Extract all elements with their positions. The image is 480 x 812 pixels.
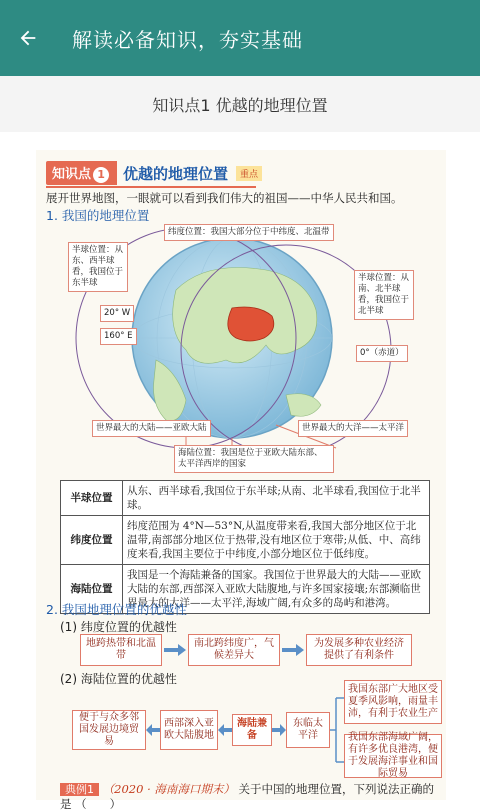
largest-ocean-label: 世界最大的大洋——太平洋 [298,420,408,437]
app-bar-title: 解读必备知识，夯实基础 [72,27,303,52]
heading-underline [46,186,256,188]
subsection-1-title: (1) 纬度位置的优越性 [60,620,177,634]
section-1-title: 1. 我国的地理位置 [46,208,150,223]
largest-continent-label: 世界最大的大陆——亚欧大陆 [92,420,211,437]
arrow-right-icon [282,644,304,656]
example-text: 关于中国的地理位置，下列说法正确的是 [60,782,435,811]
knowledge-point-number: 1 [93,167,109,183]
longitude-20w-label: 20° W [100,305,134,322]
table-head-cell: 海陆位置 [61,565,123,614]
example-tag: 典例1 [60,783,99,796]
arrow-left-icon [146,724,160,736]
hemisphere-right-label: 半球位置：从南、北半球看，我国位于北半球 [354,270,414,320]
section-2-title: 2. 我国地理位置的优越性 [46,602,187,617]
table-row [61,481,430,516]
flow1-box-1: 地跨热带和北温带 [80,634,162,666]
knowledge-point-title: 优越的地理位置 [123,164,229,183]
subsection-2-title: (2) 海陆位置的优越性 [60,672,177,686]
table-head-cell: 半球位置 [61,481,123,516]
arrow-right-icon [272,724,286,736]
flow2-right-box-1: 东临太平洋 [286,712,330,748]
table-cell: 纬度范围为 4°N—53°N,从温度带来看,我国大部分地区位于北温带,南部部分地区位于热带,没有地区位于寒带;从低、中、高纬度来看,我国主要位于中纬度,小部分地区位于低纬度。 [123,516,430,565]
table-cell: 我国是一个海陆兼备的国家。我国位于世界最大的大陆——亚欧大陆的东部,西部深入亚欧大陆腹地,与许多国家接壤;东部濒临世界最大的大洋——太平洋,海域广阔,有众多的岛屿和港湾。 [123,565,430,614]
back-button[interactable] [0,0,56,76]
section-header [0,76,480,132]
table-row [61,516,430,565]
china-location-map [36,220,446,480]
equator-label: 0°（赤道） [356,345,408,362]
flow2-left-box-1: 便于与众多邻国发展边境贸易 [72,710,146,750]
answer-blank: （ ） [75,797,122,811]
flow2-right-top-box: 我国东部广大地区受夏季风影响，雨量丰沛，有利于农业生产 [344,680,442,724]
section-title: 知识点1 优越的地理位置 [152,95,328,115]
example-source: （2020 · 海南海口期末） [102,782,235,796]
arrow-right-icon [164,644,186,656]
table-head-cell: 纬度位置 [61,516,123,565]
arrow-left-icon [17,27,39,49]
flow1-box-3: 为发展多种农业经济提供了有利条件 [306,634,412,666]
example-question [60,782,440,812]
knowledge-point-label: 知识点 1 [46,161,117,185]
flow1-box-2: 南北跨纬度广，气候差异大 [188,634,280,666]
flow2-right-bottom-box: 我国东部海域广阔，有许多优良港湾，便于发展海洋事业和国际贸易 [344,734,442,778]
app-bar [0,0,480,76]
branch-connector [330,690,344,770]
key-point-badge: 重点 [236,166,262,181]
hemisphere-left-label: 半球位置：从东、西半球看，我国位于东半球 [68,242,128,292]
table-cell: 从东、西半球看,我国位于东半球;从南、北半球看,我国位于北半球。 [123,481,430,516]
sea-land-position-label: 海陆位置：我国是位于亚欧大陆东部、太平洋西岸的国家 [174,445,334,473]
knowledge-point-heading [46,162,262,184]
position-table [60,480,430,614]
flow2-center-box: 海陆兼备 [232,714,272,746]
textbook-page [36,150,446,811]
flow2-left-box-2: 西部深入亚欧大陆腹地 [160,710,218,750]
arrow-left-icon [218,724,232,736]
longitude-160e-label: 160° E [100,328,137,345]
latitude-position-label: 纬度位置：我国大部分位于中纬度、北温带 [164,224,334,241]
intro-text: 展开世界地图，一眼就可以看到我们伟大的祖国——中华人民共和国。 [46,191,403,205]
